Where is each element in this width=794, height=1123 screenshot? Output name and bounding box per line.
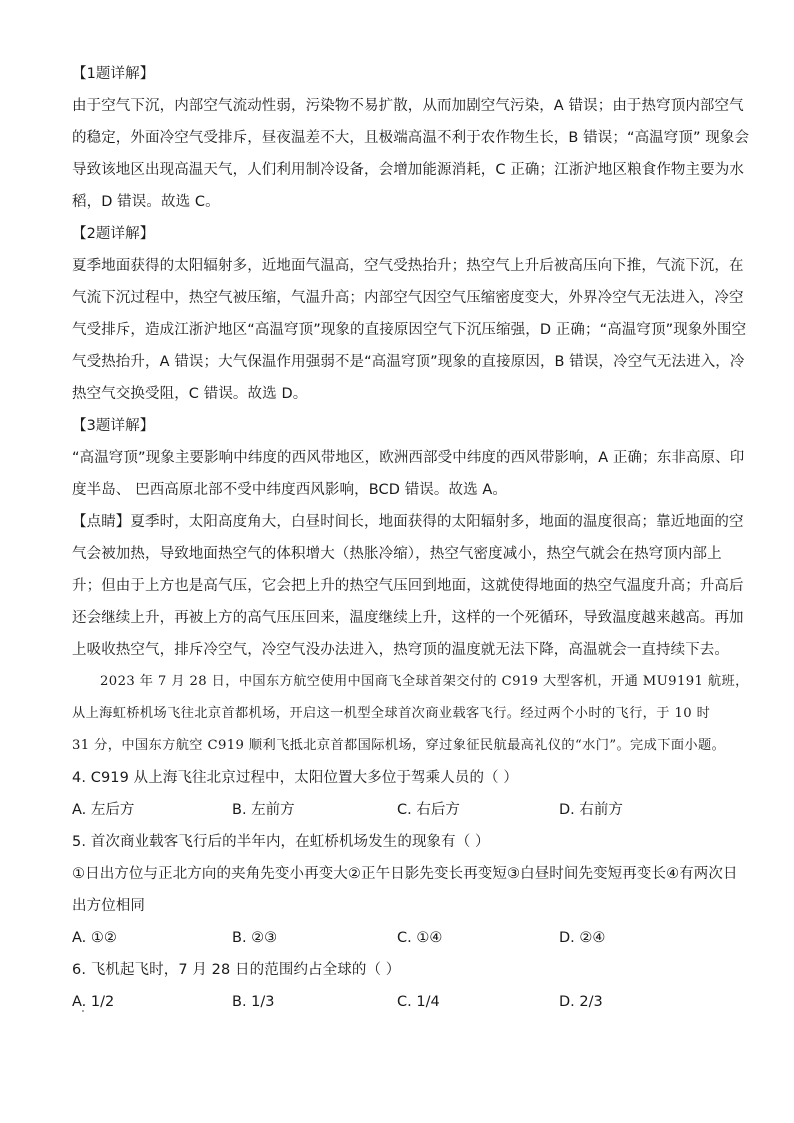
section-2-line-3: 气受排斥，造成江浙沪地区“高温穹顶”现象的直接原因空气下沉压缩强，D 正确；“高温穹顶”现象外围空	[72, 322, 747, 338]
section-1-line-1: 由于空气下沉，内部空气流动性弱，污染物不易扩散，从而加剧空气污染，A 错误；由于热穹顶内部空气	[72, 98, 744, 114]
question-5-stem-line-2: ①日出方位与正北方向的夹角先变小再变大②正午日影先变长再变短③白昼时间先变短再变长④有两次日	[72, 866, 738, 882]
option-a: A. 左后方	[72, 802, 135, 818]
option-c: C. 1/4	[397, 994, 440, 1010]
option-b: B. 1/3	[232, 994, 275, 1010]
stray-mark	[82, 1010, 84, 1012]
key-points-text-1: 夏季时，太阳高度角大，白昼时间长，地面获得的太阳辐射多，地面的温度很高；靠近地面的空	[130, 514, 744, 530]
option-a: A. 1/2	[72, 994, 115, 1010]
option-d: D. 右前方	[559, 802, 623, 818]
option-c: C. ①④	[397, 930, 443, 946]
intro-line-3: 31 分，中国东方航空 C919 顺利飞抵北京首都国际机场，穿过象征民航最高礼仪的“水门”。完成下面小题。	[72, 738, 726, 753]
option-d: D. 2/3	[559, 994, 603, 1010]
key-points-line-4: 还会继续上升，再被上方的高气压压回来，温度继续上升，这样的一个死循环，导致温度越来越高。再加	[72, 610, 744, 626]
option-d: D. ②④	[559, 930, 606, 946]
option-b: B. ②③	[232, 930, 278, 946]
section-2-heading: 【2题详解】	[72, 226, 155, 242]
question-4-stem: 4. C919 从上海飞往北京过程中，太阳位置大多位于驾乘人员的（ ）	[72, 770, 518, 786]
question-4-options	[72, 800, 732, 820]
section-2-line-4: 气受热抬升，A 错误；大气保温作用强弱不是“高温穹顶”现象的直接原因，B 错误，冷空气无法进入，冷	[72, 354, 745, 370]
section-3-line-2: 度半岛、 巴西高原北部不受中纬度西风影响，BCD 错误。故选 A。	[72, 482, 508, 498]
question-5-options	[72, 928, 732, 948]
question-5-stem-line-3: 出方位相同	[72, 898, 145, 914]
key-points-line-3: 升；但由于上方也是高气压，它会把上升的热空气压回到地面，这就使得地面的热空气温度升高；升高后	[72, 578, 744, 594]
section-3-heading: 【3题详解】	[72, 418, 155, 434]
section-1-line-4: 稻，D 错误。故选 C。	[72, 194, 220, 210]
key-points-line-5: 上吸收热空气，排斥冷空气，冷空气没办法进入，热穹顶的温度就无法下降，高温就会一直持续下去。	[72, 642, 729, 658]
section-1-line-3: 导致该地区出现高温天气，人们利用制冷设备，会增加能源消耗，C 正确；江浙沪地区粮食作物主要为水	[72, 162, 744, 178]
key-points-heading: 【点睛】	[72, 514, 131, 530]
section-2-line-2: 气流下沉过程中，热空气被压缩，气温升高；内部空气因空气压缩密度变大，外界冷空气无法进入，冷空	[72, 290, 744, 306]
section-2-line-5: 热空气交换受阻，C 错误。故选 D。	[72, 386, 308, 402]
question-5-stem: 5. 首次商业载客飞行后的半年内，在虹桥机场发生的现象有（ ）	[72, 834, 490, 850]
section-1-line-2: 的稳定，外面冷空气受排斥，昼夜温差不大，且极端高温不利于农作物生长，B 错误；“高温穹顶” 现象会	[72, 130, 750, 146]
intro-line-1: 2023 年 7 月 28 日，中国东方航空使用中国商飞全球首架交付的 C919 大型客机，开通 MU9191 航班，	[100, 674, 749, 689]
key-points-line-1	[72, 512, 744, 532]
option-a: A. ①②	[72, 930, 117, 946]
intro-line-2: 从上海虹桥机场飞往北京首都机场，开启这一机型全球首次商业载客飞行。经过两个小时的飞行，于 10 时	[72, 706, 711, 721]
section-3-line-1: “高温穹顶”现象主要影响中纬度的西风带地区，欧洲西部受中纬度的西风带影响，A 正确；东非高原、印	[72, 450, 745, 466]
section-2-line-1: 夏季地面获得的太阳辐射多，近地面气温高，空气受热抬升；热空气上升后被高压向下推，气流下沉，在	[72, 258, 744, 274]
question-6-stem: 6. 飞机起飞时，7 月 28 日的范围约占全球的（ ）	[72, 962, 401, 978]
question-6-options	[72, 992, 732, 1012]
option-b: B. 左前方	[232, 802, 295, 818]
key-points-line-2: 气会被加热，导致地面热空气的体积增大（热胀冷缩），热空气密度减小，热空气就会在热穹顶内部上	[72, 546, 722, 562]
section-1-heading: 【1题详解】	[72, 66, 155, 82]
option-c: C. 右后方	[397, 802, 460, 818]
